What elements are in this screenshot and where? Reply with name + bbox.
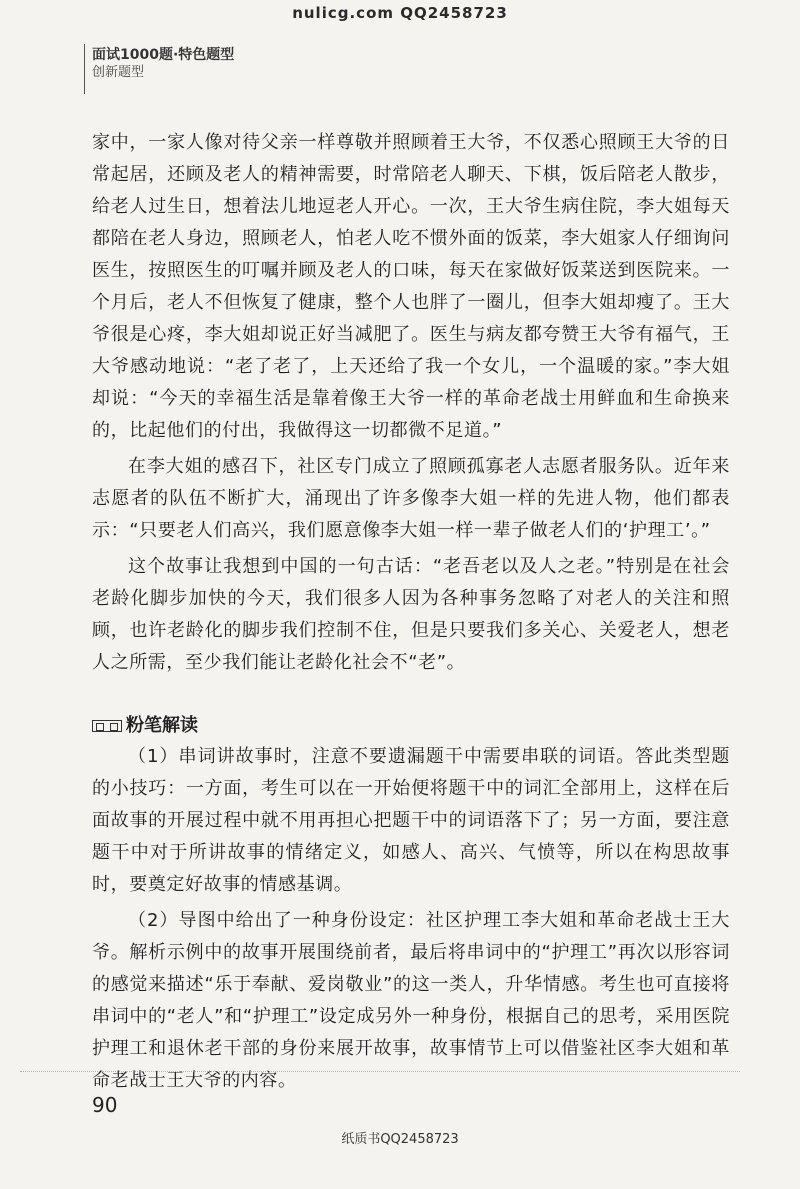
analysis-heading bbox=[92, 711, 730, 741]
chapter-subtitle: 创新题型 bbox=[92, 65, 145, 80]
book-title: 面试1000题·特色题型 bbox=[92, 47, 235, 63]
story-paragraph-2: 在李大姐的感召下，社区专门成立了照顾孤寡老人志愿者服务队。近年来志愿者的队伍不断扩大，涌现出了许多像李大姐一样的先进人物，他们都表示：“只要老人们高兴，我们愿意像李大姐一样一辈子做老人们的‘护理工’。” bbox=[92, 456, 730, 541]
body-text bbox=[92, 127, 730, 1097]
page-number: 90 bbox=[92, 1093, 118, 1117]
section-marker-icon bbox=[92, 720, 122, 732]
analysis-paragraph-2: （2）导图中给出了一种身份设定：社区护理工李大姐和革命老战士王大爷。解析示例中的故事开展围绕前者，最后将串词中的“护理工”再次以形容词的感觉来描述“乐于奉献、爱岗敬业”的这一类人，升华情感。考生也可直接将串词中的“老人”和“护理工”设定成另外一种身份，根据自己的思考，采用医院护理工和退休老干部的身份来展开故事，故事情节上可以借鉴社区李大姐和革命老战士王大爷的内容。 bbox=[92, 910, 730, 1091]
analysis-paragraph-1: （1）串词讲故事时，注意不要遗漏题干中需要串联的词语。答此类型题的小技巧：一方面，考生可以在一开始便将题干中的词汇全部用上，这样在后面故事的开展过程中就不用再担心把题干中的词语落下了；另一方面，要注意题干中对于所讲故事的情绪定义，如感人、高兴、气愤等，所以在构思故事时，要奠定好故事的情感基调。 bbox=[92, 746, 730, 895]
page-header bbox=[92, 46, 234, 82]
bottom-divider bbox=[20, 1071, 740, 1074]
header-divider bbox=[84, 44, 85, 94]
analysis-heading-label: 粉笔解读 bbox=[126, 715, 198, 736]
story-paragraph-3: 这个故事让我想到中国的一句古话：“老吾老以及人之老。”特别是在社会老龄化脚步加快的今天，我们很多人因为各种事务忽略了对老人的关注和照顾，也许老龄化的脚步我们控制不住，但是只要我们多关心、关爱老人，想老人之所需，至少我们能让老龄化社会不“老”。 bbox=[92, 556, 730, 673]
top-watermark: nulicg.com QQ2458723 bbox=[292, 4, 508, 22]
bottom-watermark: 纸质书QQ2458723 bbox=[341, 1132, 459, 1147]
story-paragraph-1: 家中，一家人像对待父亲一样尊敬并照顾着王大爷，不仅悉心照顾王大爷的日常起居，还顾及老人的精神需要，时常陪老人聊天、下棋，饭后陪老人散步，给老人过生日，想着法儿地逗老人开心。一次，王大爷生病住院，李大姐每天都陪在老人身边，照顾老人，怕老人吃不惯外面的饭菜，李大姐家人仔细询问医生，按照医生的叮嘱并顾及老人的口味，每天在家做好饭菜送到医院来。一个月后，老人不但恢复了健康，整个人也胖了一圈儿，但李大姐却瘦了。王大爷很是心疼，李大姐却说正好当减肥了。医生与病友都夸赞王大爷有福气，王大爷感动地说：“老了老了，上天还给了我一个女儿，一个温暖的家。”李大姐却说：“今天的幸福生活是靠着像王大爷一样的革命老战士用鲜血和生命换来的，比起他们的付出，我做得这一切都微不足道。” bbox=[92, 132, 730, 441]
